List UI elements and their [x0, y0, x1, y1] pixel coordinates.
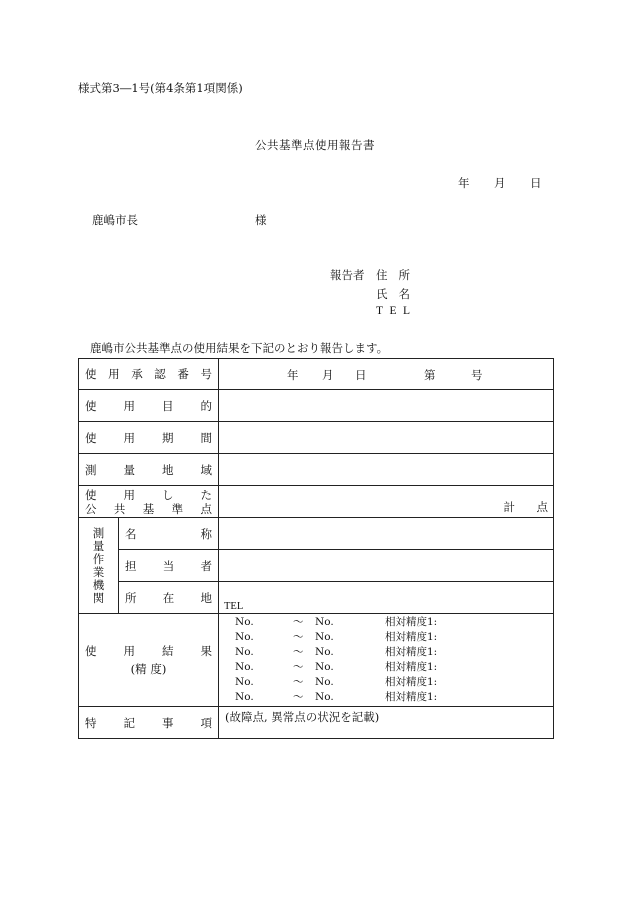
results-field[interactable]: [219, 614, 554, 707]
area-label: 測 量 地 域: [79, 454, 219, 486]
row-area: [79, 454, 554, 486]
approval-number-label: 使 用 承 認 番 号: [79, 359, 219, 390]
agency-person-field[interactable]: [219, 550, 554, 582]
points-used-label: 使 用 し た 公 共 基 準 点: [79, 486, 219, 518]
result-to: No.: [315, 646, 334, 658]
agency-label: 測 量 作 業 機 関: [79, 518, 119, 614]
row-approval-number: [79, 359, 554, 390]
approval-number-field[interactable]: 年 月 日 第 号: [219, 359, 554, 390]
result-from: No.: [235, 661, 254, 673]
form-number: 様式第3―1号(第4条第1項関係): [78, 81, 243, 95]
purpose-field[interactable]: [219, 390, 554, 422]
row-agency-location: [79, 582, 554, 614]
points-used-field[interactable]: [219, 486, 554, 518]
date-day: 日: [530, 176, 542, 190]
agency-tel-label: TEL: [224, 601, 244, 612]
result-tilde: 〜: [293, 691, 304, 703]
row-results: [79, 614, 554, 707]
row-agency-name: [79, 518, 554, 550]
result-from: No.: [235, 631, 254, 643]
result-tilde: 〜: [293, 661, 304, 673]
agency-name-field[interactable]: [219, 518, 554, 550]
date-year: 年: [458, 176, 470, 190]
result-from: No.: [235, 616, 254, 628]
reporter-label: 報告者: [330, 268, 365, 282]
result-line: [235, 630, 553, 645]
result-from: No.: [235, 691, 254, 703]
area-field[interactable]: [219, 454, 554, 486]
agency-name-label: 名 称: [119, 518, 219, 550]
result-from: No.: [235, 646, 254, 658]
result-line: [235, 690, 553, 705]
result-precision: 相対精度1:: [385, 691, 438, 703]
result-to: No.: [315, 661, 334, 673]
result-to: No.: [315, 616, 334, 628]
reporter-address-label: 住 所: [376, 268, 410, 282]
result-line: [235, 645, 553, 660]
row-agency-person: [79, 550, 554, 582]
result-to: No.: [315, 631, 334, 643]
remarks-field[interactable]: [219, 707, 554, 739]
period-field[interactable]: [219, 422, 554, 454]
result-tilde: 〜: [293, 676, 304, 688]
points-total-ten: 点: [536, 500, 548, 514]
points-total-kei: 計: [503, 500, 515, 514]
remarks-label: 特 記 事 項: [79, 707, 219, 739]
date-month: 月: [494, 176, 506, 190]
results-sublabel: (精 度): [130, 662, 167, 676]
row-remarks: [79, 707, 554, 739]
report-table: [78, 358, 554, 739]
result-to: No.: [315, 676, 334, 688]
result-precision: 相対精度1:: [385, 631, 438, 643]
purpose-label: 使 用 目 的: [79, 390, 219, 422]
result-precision: 相対精度1:: [385, 676, 438, 688]
document-title: 公共基準点使用報告書: [255, 138, 375, 152]
agency-location-label: 所 在 地: [119, 582, 219, 614]
results-label: 使 用 結 果 (精 度): [79, 614, 219, 707]
result-line: [235, 615, 553, 630]
row-purpose: [79, 390, 554, 422]
agency-location-field[interactable]: [219, 582, 554, 614]
result-precision: 相対精度1:: [385, 661, 438, 673]
row-period: [79, 422, 554, 454]
result-tilde: 〜: [293, 646, 304, 658]
result-precision: 相対精度1:: [385, 616, 438, 628]
agency-person-label: 担 当 者: [119, 550, 219, 582]
reporter-name-label: 氏 名: [376, 287, 410, 301]
result-from: No.: [235, 676, 254, 688]
result-line: [235, 660, 553, 675]
reporter-tel-label: T E L: [376, 305, 410, 317]
addressee-honorific: 様: [255, 213, 267, 227]
result-to: No.: [315, 691, 334, 703]
period-label: 使 用 期 間: [79, 422, 219, 454]
results-lines: [219, 614, 553, 706]
result-tilde: 〜: [293, 631, 304, 643]
row-points-used: [79, 486, 554, 518]
result-precision: 相対精度1:: [385, 646, 438, 658]
addressee-name: 鹿嶋市長: [92, 213, 138, 227]
result-line: [235, 675, 553, 690]
intro-text: 鹿嶋市公共基準点の使用結果を下記のとおり報告します。: [90, 341, 389, 355]
remarks-note: (故障点, 異常点の状況を記載): [225, 710, 380, 724]
result-tilde: 〜: [293, 616, 304, 628]
